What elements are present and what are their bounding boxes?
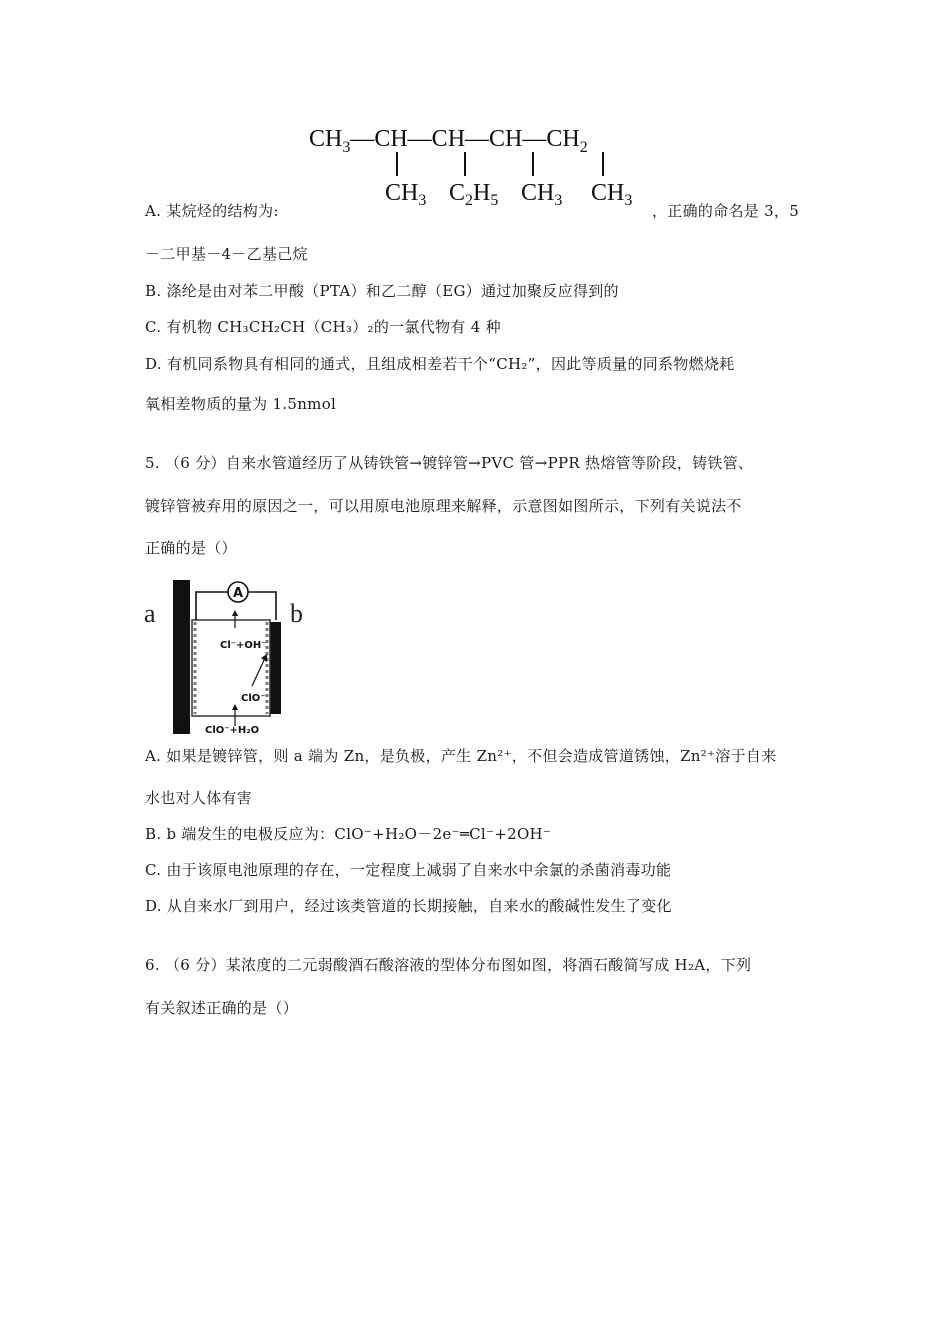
q5-option-d: D. 从自来水厂到用户，经过该类管道的长期接触，自来水的酸碱性发生了变化 <box>145 897 672 915</box>
q5-option-a: A. 如果是镀锌管，则 a 端为 Zn，是负极，产生 Zn²⁺，不但会造成管道锈蚀，Zn²⁺溶于自来 <box>145 747 777 765</box>
ion-top-label: Cl⁻+OH⁻ <box>220 640 267 651</box>
branch-ch3-1: $CH_3$ <box>385 180 427 208</box>
formula-main-chain: $CH_3—CH—CH—CH—CH_2$ <box>309 126 588 156</box>
q4-option-d: D. 有机同系物具有相同的通式，且组成相差若干个“CH₂”，因此等质量的同系物燃烧耗 <box>145 355 735 373</box>
q5-stem-line2: 镀锌管被弃用的原因之一，可以用原电池原理来解释，示意图如图所示，下列有关说法不 <box>145 497 742 515</box>
q6-stem-line2: 有关叙述正确的是（） <box>145 999 299 1017</box>
wire-left <box>196 592 228 620</box>
galvanic-cell-diagram <box>140 576 320 736</box>
q5-option-b: B. b 端发生的电极反应为：ClO⁻+H₂O－2e⁻═Cl⁻+2OH⁻ <box>145 825 552 843</box>
q5-stem-line3: 正确的是（） <box>145 539 237 557</box>
electrode-b <box>270 622 281 714</box>
structural-formula <box>305 118 645 208</box>
structural-formula-drawing <box>305 118 645 208</box>
ion-mid-label: ClO⁻ <box>241 693 266 704</box>
label-b: b <box>290 599 303 628</box>
label-a: a <box>144 599 156 628</box>
q4-option-a-cont: －二甲基－4－乙基己烷 <box>145 245 308 263</box>
q5-stem-line1: 5. （6 分）自来水管道经历了从铸铁管→镀锌管→PVC 管→PPR 热熔管等阶段，铸铁管、 <box>145 454 754 472</box>
ion-bottom-label: ClO⁻+H₂O <box>205 725 260 736</box>
q5-option-c: C. 由于该原电池原理的存在，一定程度上减弱了自来水中余氯的杀菌消毒功能 <box>145 861 672 879</box>
q4-option-a-prefix: A. 某烷烃的结构为: <box>145 202 279 220</box>
q4-option-d-cont: 氧相差物质的量为 1.5nmol <box>145 395 337 413</box>
q5-option-a-cont: 水也对人体有害 <box>145 789 253 807</box>
q4-option-c: C. 有机物 CH₃CH₂CH（CH₃）₂的一氯代物有 4 种 <box>145 318 501 336</box>
q4-option-b: B. 涤纶是由对苯二甲酸（PTA）和乙二醇（EG）通过加聚反应得到的 <box>145 282 619 300</box>
branch-c2h5: $C_2H_5$ <box>449 180 499 208</box>
ammeter-label: A <box>233 586 244 601</box>
q6-stem-line1: 6. （6 分）某浓度的二元弱酸酒石酸溶液的型体分布图如图，将酒石酸简写成 H₂A，下列 <box>145 956 752 974</box>
wire-right <box>248 592 276 620</box>
branch-ch3-3: $CH_3$ <box>591 180 633 208</box>
q4-option-a <box>145 200 279 221</box>
q4-option-a-suffix: ，正确的命名是 3，5 <box>652 202 800 220</box>
branch-ch3-2: $CH_3$ <box>521 180 563 208</box>
electrode-a <box>173 580 190 734</box>
